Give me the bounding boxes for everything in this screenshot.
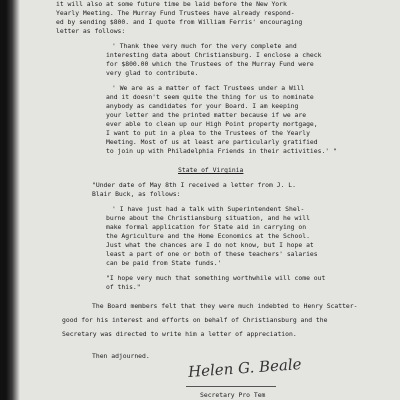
scan-edge-shadow <box>0 0 20 400</box>
quote-line: ' We are as a matter of fact Trustees under a Will <box>112 84 305 92</box>
quote-line: can be paid from State funds.' <box>106 259 222 267</box>
text-line: Secretary was directed to write him a letter of appreciation. <box>62 330 297 338</box>
quote-line: ' Thank thee very much for the very complete and <box>112 42 297 50</box>
quote-line: very glad to contribute. <box>106 69 199 77</box>
quote-line: anybody as candidates for your Board. I am keeping <box>106 102 299 110</box>
quote-line: Just what the chances are I do not know, but I hope at <box>106 241 314 249</box>
signature-title: Secretary Pro Tem <box>200 391 266 399</box>
text-line: letter as follows: <box>56 27 126 35</box>
text-line: good for his interest and efforts on behalf of Christiansburg and the <box>62 316 328 324</box>
text-line: ed by sending $800. and I quote from William Ferris' encouraging <box>56 18 303 26</box>
signature-stroke <box>186 386 276 387</box>
text-line: "Under date of May 8th I received a letter from J. L. <box>92 181 296 189</box>
closing-text: Then adjourned. <box>92 352 150 360</box>
quote-line: least a part of one or both of these teachers' salaries <box>106 250 318 258</box>
quote-line: the Agriculture and the Home Economics at the School. <box>106 232 310 240</box>
text-line: Blair Buck, as follows: <box>92 190 181 198</box>
quote-line: your letter and the printed matter because if we are <box>106 111 307 119</box>
text-line: Yearly Meeting. The Murray Fund Trustees have already respond- <box>56 9 295 17</box>
handwritten-signature: Helen G. Beale <box>187 355 303 381</box>
text-line: "I hope very much that something worthwhile will come out <box>106 274 326 282</box>
quote-line: make formal application for State aid in carrying on <box>106 223 307 231</box>
quote-line: interesting data about Christiansburg. I enclose a check <box>106 51 322 59</box>
quote-line: Meeting. Most of us at least are particularly gratified <box>106 138 318 146</box>
text-line: The Board members felt that they were much indebted to Henry Scatter- <box>92 302 358 310</box>
quote-line: for $800.00 which the Trustees of the Murray Fund were <box>106 60 314 68</box>
quote-line: and it doesn't seem quite the thing for us to nominate <box>106 93 314 101</box>
text-line: of this." <box>106 283 141 291</box>
quote-line: ever able to clean up our High Point property mortgage, <box>106 120 318 128</box>
section-heading: State of Virginia <box>178 166 244 174</box>
quote-line: burne about the Christiansburg situation, and he will <box>106 214 310 222</box>
text-line: it will also at some future time be laid before the New York <box>56 0 287 8</box>
quote-line: to join up with Philadelphia Friends in their activities.' " <box>106 147 337 155</box>
quote-line: I want to put in a plea to the Trustees of the Yearly <box>106 129 310 137</box>
quote-line: ' I have just had a talk with Superintendent Shel- <box>112 205 305 213</box>
